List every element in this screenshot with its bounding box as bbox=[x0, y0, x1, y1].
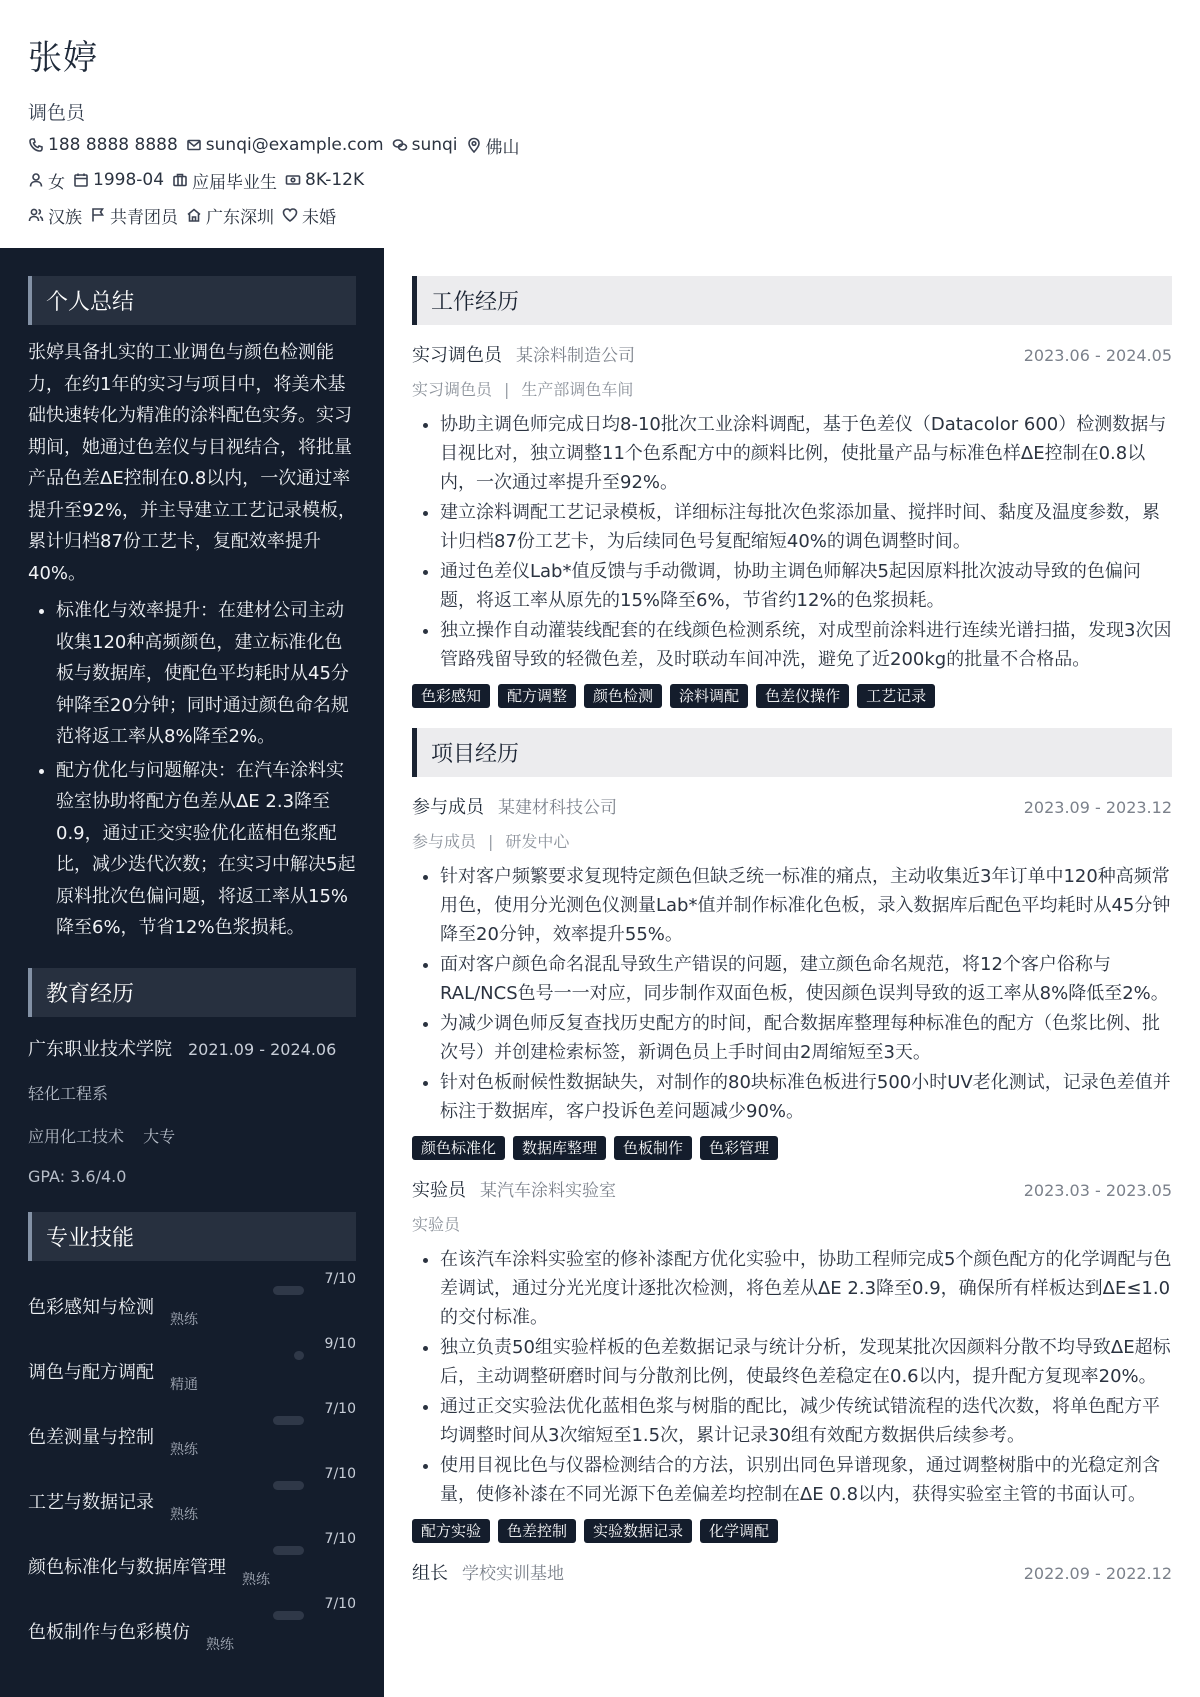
heart-icon bbox=[282, 207, 298, 223]
skill-tag: 实验数据记录 bbox=[584, 1519, 692, 1543]
project-subline bbox=[412, 1212, 1172, 1235]
skill-row bbox=[28, 1462, 356, 1527]
education-gpa bbox=[28, 1167, 356, 1186]
project-bullet: • 通过正交实验法优化蓝相色浆与树脂的配比，减少传统试错流程的迭代次数，将单色配方平均调整时间从3次缩短至1.5次，累计记录30组有效配方数据供后续参考。 bbox=[440, 1392, 1172, 1450]
project-entry-header bbox=[412, 1559, 1172, 1585]
email-text: sunqi@example.com bbox=[205, 135, 384, 155]
separator: | bbox=[488, 832, 494, 851]
politics-text: 共青团员 bbox=[110, 207, 178, 228]
birth-text: 1998-04 bbox=[93, 170, 165, 190]
main-column bbox=[412, 248, 1172, 1697]
gpa-text: GPA: 3.6/4.0 bbox=[28, 1166, 127, 1186]
flag-icon bbox=[90, 207, 106, 223]
gender-text: 女 bbox=[48, 172, 65, 193]
money-icon bbox=[285, 172, 301, 188]
project-bullet: • 在该汽车涂料实验室的修补漆配方优化实验中，协助工程师完成5个颜色配方的化学调配与色差调试，通过分光光度计逐批次检测，将色差从ΔE 2.3降至0.9，确保所有样板达到ΔE≤1.0的交付标准。 bbox=[440, 1245, 1172, 1332]
candidate-name: 张婷 bbox=[28, 38, 98, 78]
project-bullet: • 针对色板耐候性数据缺失，对制作的80块标准色板进行500小时UV老化测试，记录色差值并标注于数据库，客户投诉色差问题减少90%。 bbox=[440, 1068, 1172, 1126]
skill-score: 7/10 bbox=[324, 1595, 356, 1612]
project-subline bbox=[412, 829, 1172, 852]
birth-item bbox=[73, 170, 164, 190]
skill-tag: 色彩管理 bbox=[700, 1136, 778, 1160]
skill-tag: 工艺记录 bbox=[857, 684, 935, 708]
work-date: 2023.06 - 2024.05 bbox=[1023, 346, 1172, 365]
work-role: 实习调色员 bbox=[412, 345, 502, 366]
skill-row bbox=[28, 1527, 356, 1592]
summary-bullet: • 标准化与效率提升：在建材公司主动收集120种高频颜色，建立标准化色板与数据库，使配色平均耗时从45分钟降至20分钟；同时通过颜色命名规范将返工率从8%降至2%。 bbox=[56, 595, 356, 753]
hometown-text: 广东深圳 bbox=[206, 207, 274, 228]
skill-tag: 色彩感知 bbox=[412, 684, 490, 708]
skill-tag: 化学调配 bbox=[700, 1519, 778, 1543]
work-bullet: • 独立操作自动灌装线配套的在线颜色检测系统，对成型前涂料进行连续光谱扫描，发现3次因管路残留导致的轻微色差，及时联动车间冲洗，避免了近200kg的批量不合格品。 bbox=[440, 616, 1172, 674]
project-sub-dept: 研发中心 bbox=[505, 832, 570, 851]
hometown-item bbox=[186, 203, 274, 228]
project-role: 组长 bbox=[412, 1563, 448, 1584]
project-entry bbox=[412, 1176, 1172, 1543]
project-bullets bbox=[412, 862, 1172, 1126]
work-subline bbox=[412, 377, 1172, 400]
work-section-title: 工作经历 bbox=[412, 276, 1172, 325]
work-bullet: • 通过色差仪Lab*值反馈与手动微调，协助主调色师解决5起因原料批次波动导致的色偏问题，将返工率从原先的15%降至6%，节省约12%的色浆损耗。 bbox=[440, 557, 1172, 615]
summary-bullet: • 配方优化与问题解决：在汽车涂料实验室协助将配方色差从ΔE 2.3降至0.9，通过正交实验优化蓝相色浆配比，减少迭代次数；在实习中解决5起原料批次色偏问题，将返工率从15%降至6%，节省12%色浆损耗。 bbox=[56, 755, 356, 944]
skill-name: 颜色标准化与数据库管理 bbox=[28, 1556, 226, 1578]
project-date: 2023.03 - 2023.05 bbox=[1023, 1181, 1172, 1200]
skill-tag: 数据库整理 bbox=[513, 1136, 606, 1160]
skill-name: 色彩感知与检测 bbox=[28, 1296, 154, 1318]
summary-section-title: 个人总结 bbox=[28, 276, 356, 325]
work-bullet: • 建立涂料调配工艺记录模板，详细标注每批次色浆添加量、搅拌时间、黏度及温度参数，累计归档87份工艺卡，为后续同色号复配缩短40%的调色调整时间。 bbox=[440, 498, 1172, 556]
summary-text: 张婷具备扎实的工业调色与颜色检测能力，在约1年的实习与项目中，将美术基础快速转化为精准的涂料配色实务。实习期间，她通过色差仪与目视结合，将批量产品色差ΔE控制在0.8以内，一次通过率提升至92%，并主导建立工艺记录模板，累计归档87份工艺卡，复配效率提升40%。 bbox=[28, 342, 357, 584]
email-item bbox=[186, 135, 384, 155]
project-bullets bbox=[412, 1245, 1172, 1509]
skill-name: 色差测量与控制 bbox=[28, 1426, 154, 1448]
salary-item bbox=[285, 170, 364, 190]
skill-row bbox=[28, 1592, 356, 1657]
personal-row bbox=[28, 169, 1200, 191]
skill-name: 色板制作与色彩模仿 bbox=[28, 1621, 190, 1643]
skills-section-title: 专业技能 bbox=[28, 1212, 356, 1261]
skill-level-bar bbox=[273, 1286, 304, 1295]
skill-level-bar bbox=[273, 1481, 304, 1490]
skill-tag: 涂料调配 bbox=[670, 684, 748, 708]
project-bullet: • 面对客户颜色命名混乱导致生产错误的问题，建立颜色命名规范，将12个客户俗称与RAL/NCS色号一一对应，同步制作双面色板，使因颜色误判导致的返工率从8%降低至2%。 bbox=[440, 950, 1172, 1008]
home-icon bbox=[186, 207, 202, 223]
skill-row bbox=[28, 1332, 356, 1397]
degree-text: 大专 bbox=[143, 1126, 176, 1146]
salary-text: 8K-12K bbox=[305, 170, 365, 190]
location-pin-icon bbox=[466, 137, 482, 153]
contact-row bbox=[28, 134, 1200, 156]
skill-level-bar bbox=[273, 1546, 304, 1555]
project-entry-header bbox=[412, 1176, 1172, 1202]
summary-bullets bbox=[28, 595, 356, 944]
work-bullets bbox=[412, 410, 1172, 674]
skill-row bbox=[28, 1267, 356, 1332]
project-sub-role: 参与成员 bbox=[412, 832, 477, 851]
skill-row bbox=[28, 1397, 356, 1462]
skill-level: 熟练 bbox=[170, 1441, 198, 1458]
project-tags bbox=[412, 1136, 1172, 1160]
calendar-icon bbox=[73, 172, 89, 188]
status-item bbox=[172, 168, 277, 193]
skill-score: 9/10 bbox=[324, 1335, 356, 1352]
user-icon bbox=[28, 172, 44, 188]
education-date: 2021.09 - 2024.06 bbox=[188, 1039, 337, 1059]
skill-tag: 颜色标准化 bbox=[412, 1136, 505, 1160]
skill-tag: 色差仪操作 bbox=[756, 684, 849, 708]
gender-item bbox=[28, 168, 65, 193]
project-bullet: • 针对客户频繁要求复现特定颜色但缺乏统一标准的痛点，主动收集近3年订单中120种高频常用色，使用分光测色仪测量Lab*值并制作标准化色板，录入数据库后配色平均耗时从45分钟降至20分钟，效率提升55%。 bbox=[440, 862, 1172, 949]
skill-name: 工艺与数据记录 bbox=[28, 1491, 154, 1513]
politics-item bbox=[90, 203, 178, 228]
wechat-icon bbox=[392, 137, 408, 153]
marital-item bbox=[282, 203, 336, 228]
project-bullet: • 为减少调色师反复查找历史配方的时间，配合数据库整理每种标准色的配方（色浆比例、批次号）并创建检索标签，新调色员上手时间由2周缩短至3天。 bbox=[440, 1009, 1172, 1067]
skill-level: 精通 bbox=[170, 1376, 198, 1393]
status-text: 应届毕业生 bbox=[192, 172, 278, 193]
skill-level-bar bbox=[294, 1351, 304, 1360]
users-icon bbox=[28, 207, 44, 223]
project-bullet: • 独立负责50组实验样板的色差数据记录与统计分析，发现某批次因颜料分散不均导致ΔE超标后，主动调整研磨时间与分散剂比例，使最终色差稳定在0.6以内，提升配方复现率20%。 bbox=[440, 1333, 1172, 1391]
project-entry bbox=[412, 1559, 1172, 1585]
dept-text: 轻化工程系 bbox=[28, 1083, 109, 1103]
project-entry-title bbox=[412, 793, 617, 819]
skill-level-bar bbox=[273, 1416, 304, 1425]
project-date: 2022.09 - 2022.12 bbox=[1023, 1564, 1172, 1583]
work-company: 某涂料制造公司 bbox=[516, 346, 635, 366]
candidate-role: 调色员 bbox=[28, 102, 86, 124]
skill-tag: 配方实验 bbox=[412, 1519, 490, 1543]
separator: | bbox=[504, 380, 510, 399]
background-row bbox=[28, 204, 1200, 226]
mail-icon bbox=[186, 137, 202, 153]
sidebar bbox=[0, 248, 384, 1697]
wechat-text: sunqi bbox=[411, 135, 458, 155]
skill-tag: 配方调整 bbox=[498, 684, 576, 708]
project-sub-role: 实验员 bbox=[412, 1215, 461, 1234]
skill-level-bar bbox=[273, 1611, 304, 1620]
resume-header bbox=[0, 0, 1200, 248]
project-entry-header bbox=[412, 793, 1172, 819]
ethnicity-item bbox=[28, 203, 82, 228]
phone-text: 188 8888 8888 bbox=[48, 135, 178, 155]
work-bullet: • 协助主调色师完成日均8-10批次工业涂料调配，基于色差仪（Datacolor 600）检测数据与目视比对，独立调整11个色系配方中的颜料比例，使批量产品与标准色样ΔE控制在0.8以内，一次通过率提升至92%。 bbox=[440, 410, 1172, 497]
skill-name: 调色与配方调配 bbox=[28, 1361, 154, 1383]
location-item bbox=[466, 133, 520, 158]
ethnicity-text: 汉族 bbox=[48, 207, 82, 228]
project-role: 参与成员 bbox=[412, 797, 484, 818]
work-sub-dept: 生产部调色车间 bbox=[521, 380, 634, 399]
skill-score: 7/10 bbox=[324, 1530, 356, 1547]
skill-score: 7/10 bbox=[324, 1465, 356, 1482]
work-sub-role: 实习调色员 bbox=[412, 380, 493, 399]
skill-level: 熟练 bbox=[170, 1311, 198, 1328]
skill-level: 熟练 bbox=[170, 1506, 198, 1523]
project-tags bbox=[412, 1519, 1172, 1543]
education-section-title: 教育经历 bbox=[28, 968, 356, 1017]
skill-score: 7/10 bbox=[324, 1400, 356, 1417]
skill-level: 熟练 bbox=[242, 1571, 270, 1588]
major-text: 应用化工技术 bbox=[28, 1126, 125, 1146]
skills-list bbox=[28, 1267, 356, 1657]
marital-text: 未婚 bbox=[302, 207, 336, 228]
wechat-item bbox=[392, 135, 458, 155]
project-entry bbox=[412, 793, 1172, 1160]
phone-item bbox=[28, 135, 178, 155]
briefcase-icon bbox=[172, 172, 188, 188]
phone-icon bbox=[28, 137, 44, 153]
project-company: 学校实训基地 bbox=[462, 1564, 564, 1584]
skill-score: 7/10 bbox=[324, 1270, 356, 1287]
location-text: 佛山 bbox=[485, 137, 520, 158]
school-name: 广东职业技术学院 bbox=[28, 1038, 172, 1060]
project-entry-title bbox=[412, 1559, 564, 1585]
education-major bbox=[28, 1124, 356, 1147]
education-dept bbox=[28, 1081, 356, 1104]
project-date: 2023.09 - 2023.12 bbox=[1023, 798, 1172, 817]
skill-tag: 颜色检测 bbox=[584, 684, 662, 708]
education-section bbox=[28, 968, 356, 1186]
project-entry-title bbox=[412, 1176, 616, 1202]
project-company: 某建材科技公司 bbox=[498, 798, 617, 818]
work-entry bbox=[412, 341, 1172, 708]
skill-tag: 色差控制 bbox=[498, 1519, 576, 1543]
work-entry-header bbox=[412, 341, 1172, 367]
project-role: 实验员 bbox=[412, 1180, 466, 1201]
work-tags bbox=[412, 684, 1172, 708]
skill-tag: 色板制作 bbox=[614, 1136, 692, 1160]
skill-level: 熟练 bbox=[206, 1636, 234, 1653]
education-header bbox=[28, 1035, 356, 1061]
project-bullet: • 使用目视比色与仪器检测结合的方法，识别出同色异谱现象，通过调整树脂中的光稳定剂含量，使修补漆在不同光源下色差偏差均控制在ΔE 0.8以内，获得实验室主管的书面认可。 bbox=[440, 1451, 1172, 1509]
project-company: 某汽车涂料实验室 bbox=[480, 1181, 616, 1201]
project-section-title: 项目经历 bbox=[412, 728, 1172, 777]
work-entry-title bbox=[412, 341, 635, 367]
